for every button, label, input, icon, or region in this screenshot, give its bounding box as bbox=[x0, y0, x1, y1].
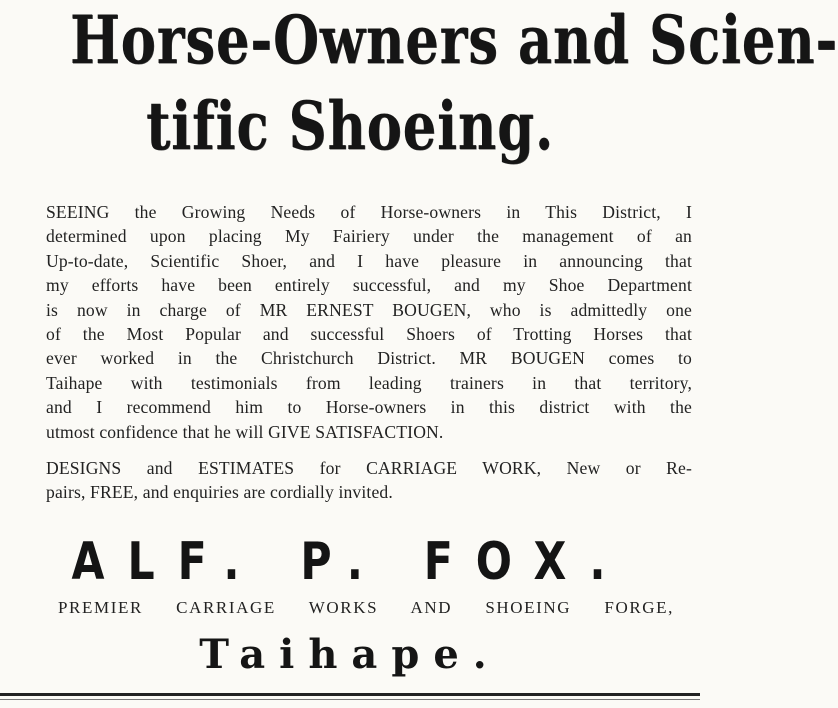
body-line: Taihape with testimonials from leading trainers in that territory, bbox=[46, 372, 692, 393]
business-name: PREMIER CARRIAGE WORKS AND SHOEING FORGE, bbox=[58, 598, 674, 617]
body-line: Up-to-date, Scientific Shoer, and I have pleasure in announcing that bbox=[46, 250, 692, 271]
body-line: utmost confidence that he will GIVE SATISFACTION. bbox=[46, 421, 444, 442]
body-paragraph-2 bbox=[46, 456, 692, 505]
body-line: is now in charge of MR ERNEST BOUGEN, who is admittedly one bbox=[46, 299, 692, 320]
body-paragraph-1 bbox=[46, 200, 692, 444]
body-line: and I recommend him to Horse-owners in this district with the bbox=[46, 397, 692, 418]
body-line: determined upon placing My Fairiery under the management of an bbox=[46, 226, 692, 247]
proprietor-name: ALF. P. FOX. bbox=[71, 532, 629, 592]
body-line: of the Most Popular and successful Shoers of Trotting Horses that bbox=[46, 324, 692, 345]
body-line: pairs, FREE, and enquiries are cordially invited. bbox=[46, 482, 393, 503]
bottom-rule-thin bbox=[0, 699, 700, 700]
body-line: ever worked in the Christchurch District. MR BOUGEN comes to bbox=[46, 348, 692, 369]
bottom-rule bbox=[0, 693, 700, 696]
town-name: Taihape. bbox=[199, 631, 501, 678]
body-line: my efforts have been entirely successful, and my Shoe Department bbox=[46, 275, 692, 296]
headline-line-1: Horse-Owners and Scien- bbox=[70, 1, 838, 79]
body-line: DESIGNS and ESTIMATES for CARRIAGE WORK, New or Re- bbox=[46, 458, 692, 478]
body-line: SEEING the Growing Needs of Horse-owners in This District, I bbox=[46, 202, 692, 222]
headline-line-2: tific Shoeing. bbox=[145, 87, 555, 165]
